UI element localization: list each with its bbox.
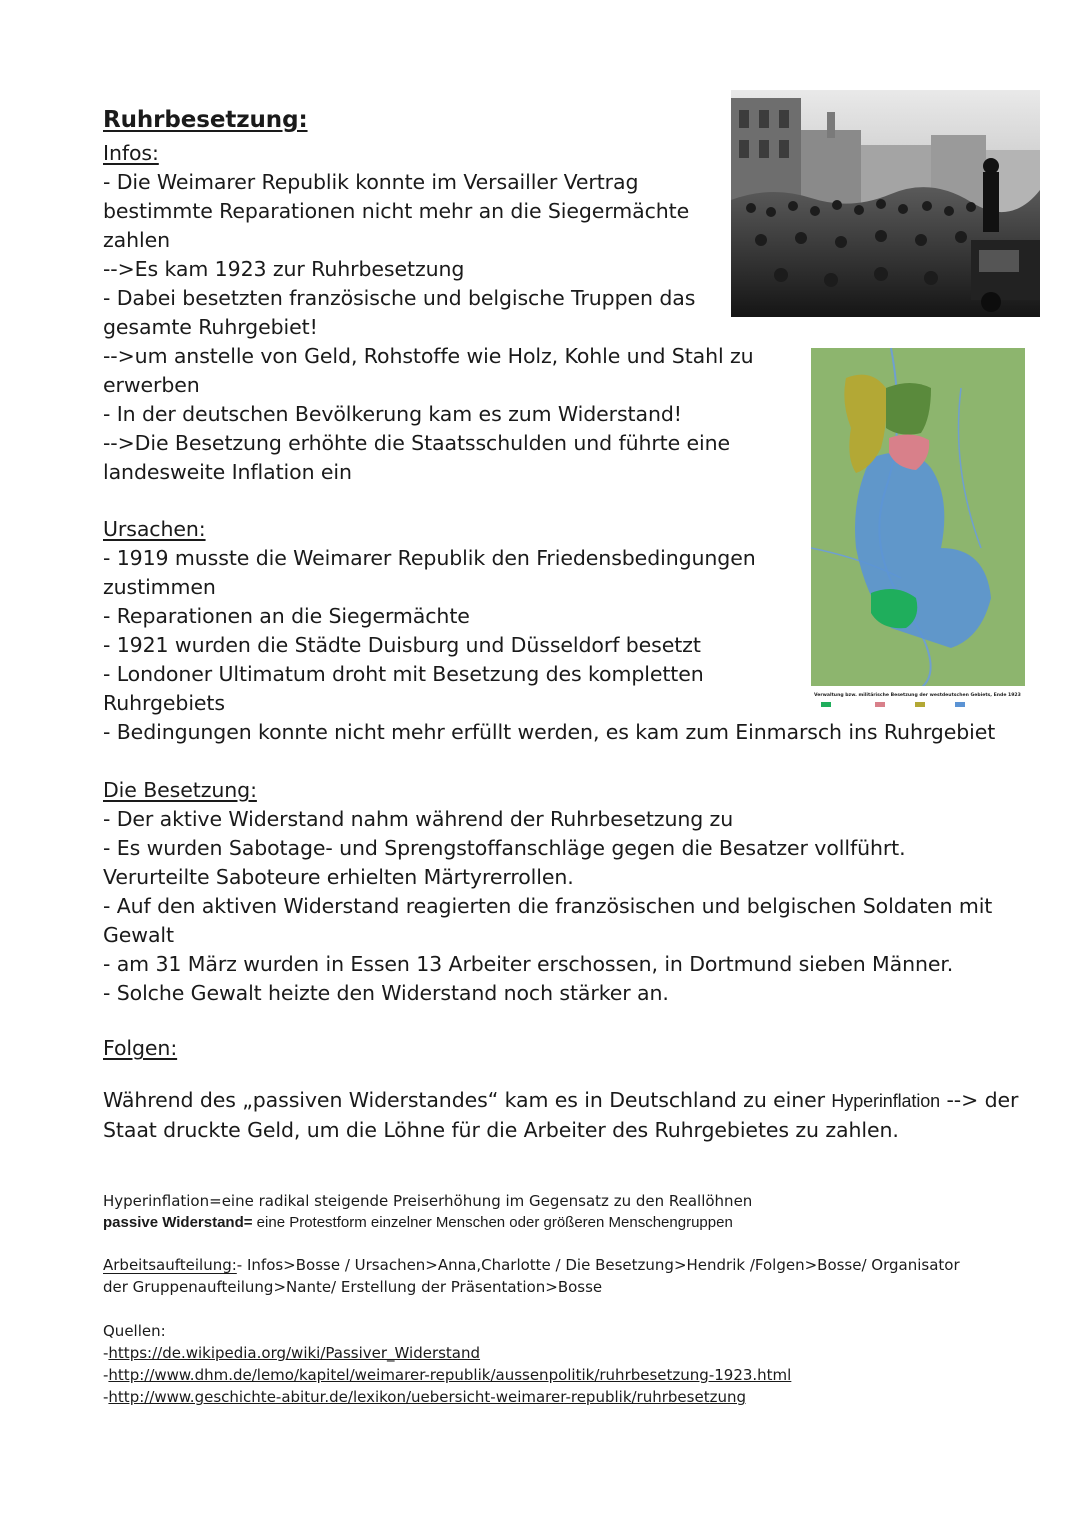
glossary xyxy=(103,1190,752,1234)
besetzung-line: - Solche Gewalt heizte den Widerstand noch stärker an. xyxy=(103,981,669,1005)
ursachen-line: - Bedingungen konnte nicht mehr erfüllt werden, es kam zum Einmarsch ins Ruhrgebiet xyxy=(103,720,996,744)
infos-line: -->Es kam 1923 zur Ruhrbesetzung xyxy=(103,257,465,281)
ursachen-line: - 1921 wurden die Städte Duisburg und Düsseldorf besetzt xyxy=(103,633,701,657)
ursachen-line: Ruhrgebiets xyxy=(103,691,225,715)
infos-line: landesweite Inflation ein xyxy=(103,460,352,484)
besetzung-section xyxy=(103,776,992,1008)
historic-photo xyxy=(731,90,1040,317)
folgen-paragraph xyxy=(103,1086,1018,1145)
infos-heading: Infos: xyxy=(103,141,159,165)
page-title: Ruhrbesetzung: xyxy=(103,107,308,133)
besetzung-line: - Auf den aktiven Widerstand reagierten die französischen und belgischen Soldaten mit xyxy=(103,894,993,918)
infos-line: - In der deutschen Bevölkerung kam es zum Widerstand! xyxy=(103,402,682,426)
work-distribution-text: der Gruppenaufteilung>Nante/ Erstellung der Präsentation>Bosse xyxy=(103,1278,603,1296)
ursachen-line: - 1919 musste die Weimarer Republik den Friedensbedingungen xyxy=(103,546,756,570)
glossary-definition: eine Protestform einzelner Menschen oder größeren Menschengruppen xyxy=(252,1214,733,1231)
infos-line: zahlen xyxy=(103,228,171,252)
ursachen-line: zustimmen xyxy=(103,575,216,599)
besetzung-line: - am 31 März wurden in Essen 13 Arbeiter erschossen, in Dortmund sieben Männer. xyxy=(103,952,954,976)
besetzung-line: - Der aktive Widerstand nahm während der Ruhrbesetzung zu xyxy=(103,807,734,831)
infos-line: - Die Weimarer Republik konnte im Versailler Vertrag xyxy=(103,170,639,194)
folgen-line: Staat druckte Geld, um die Löhne für die Arbeiter des Ruhrgebietes zu zahlen. xyxy=(103,1118,899,1142)
ursachen-heading: Ursachen: xyxy=(103,517,206,541)
besetzung-line: Gewalt xyxy=(103,923,174,947)
map-caption: Verwaltung bzw. militärische Besetzung der westdeutschen Gebiets, Ende 1923 xyxy=(814,693,1021,698)
infos-line: -->um anstelle von Geld, Rohstoffe wie Holz, Kohle und Stahl zu xyxy=(103,344,754,368)
hyperinflation-term: Hyperinflation xyxy=(831,1091,941,1111)
work-distribution-label: Arbeitsaufteilung: xyxy=(103,1256,237,1274)
folgen-heading: Folgen: xyxy=(103,1036,178,1060)
besetzung-line: - Es wurden Sabotage- und Sprengstoffanschläge gegen die Besatzer vollführt. xyxy=(103,836,906,860)
infos-line: - Dabei besetzten französische und belgische Truppen das xyxy=(103,286,696,310)
map-image xyxy=(811,348,1025,714)
crowd-photo-image xyxy=(731,90,1040,317)
besetzung-heading: Die Besetzung: xyxy=(103,778,257,802)
work-distribution xyxy=(103,1254,960,1298)
occupation-map xyxy=(811,348,1025,714)
source-link[interactable]: http://www.dhm.de/lemo/kapitel/weimarer-republik/aussenpolitik/ruhrbesetzung-1923.html xyxy=(108,1366,792,1384)
source-link[interactable]: http://www.geschichte-abitur.de/lexikon/uebersicht-weimarer-republik/ruhrbesetzung xyxy=(108,1388,746,1406)
folgen-line xyxy=(103,1086,1018,1116)
infos-line: bestimmte Reparationen nicht mehr an die Siegermächte xyxy=(103,199,690,223)
folgen-text: --> der xyxy=(940,1088,1019,1112)
ursachen-line: - Londoner Ultimatum droht mit Besetzung des kompletten xyxy=(103,662,704,686)
infos-line: -->Die Besetzung erhöhte die Staatsschulden und führte eine xyxy=(103,431,731,455)
infos-line: erwerben xyxy=(103,373,200,397)
folgen-text: Während des „passiven Widerstandes“ kam es in Deutschland zu einer xyxy=(103,1088,832,1112)
sources: Quellen: -https://de.wikipedia.org/wiki/Passiver_Widerstand -http://www.dhm.de/lemo/kapitel/weimarer-republik/aussenpolitik/ruhrbesetzung-1923.html -http://www.geschichte-abitur.de/lexikon/uebersicht-weimarer-republik/ruhrbesetzung xyxy=(103,1322,792,1406)
besetzung-line: Verurteilte Saboteure erhielten Märtyrerrollen. xyxy=(103,865,574,889)
source-link[interactable]: https://de.wikipedia.org/wiki/Passiver_Widerstand xyxy=(108,1344,481,1362)
infos-section xyxy=(103,139,754,487)
infos-line: gesamte Ruhrgebiet! xyxy=(103,315,318,339)
ursachen-line: - Reparationen an die Siegermächte xyxy=(103,604,470,628)
work-distribution-text: - Infos>Bosse / Ursachen>Anna,Charlotte / Die Besetzung>Hendrik /Folgen>Bosse/ Organisator xyxy=(236,1256,960,1274)
glossary-term: passive Widerstand= xyxy=(103,1214,253,1231)
glossary-hyperinflation: Hyperinflation=eine radikal steigende Preiserhöhung im Gegensatz zu den Reallöhnen xyxy=(103,1192,753,1210)
sources-heading: Quellen: xyxy=(103,1322,166,1340)
